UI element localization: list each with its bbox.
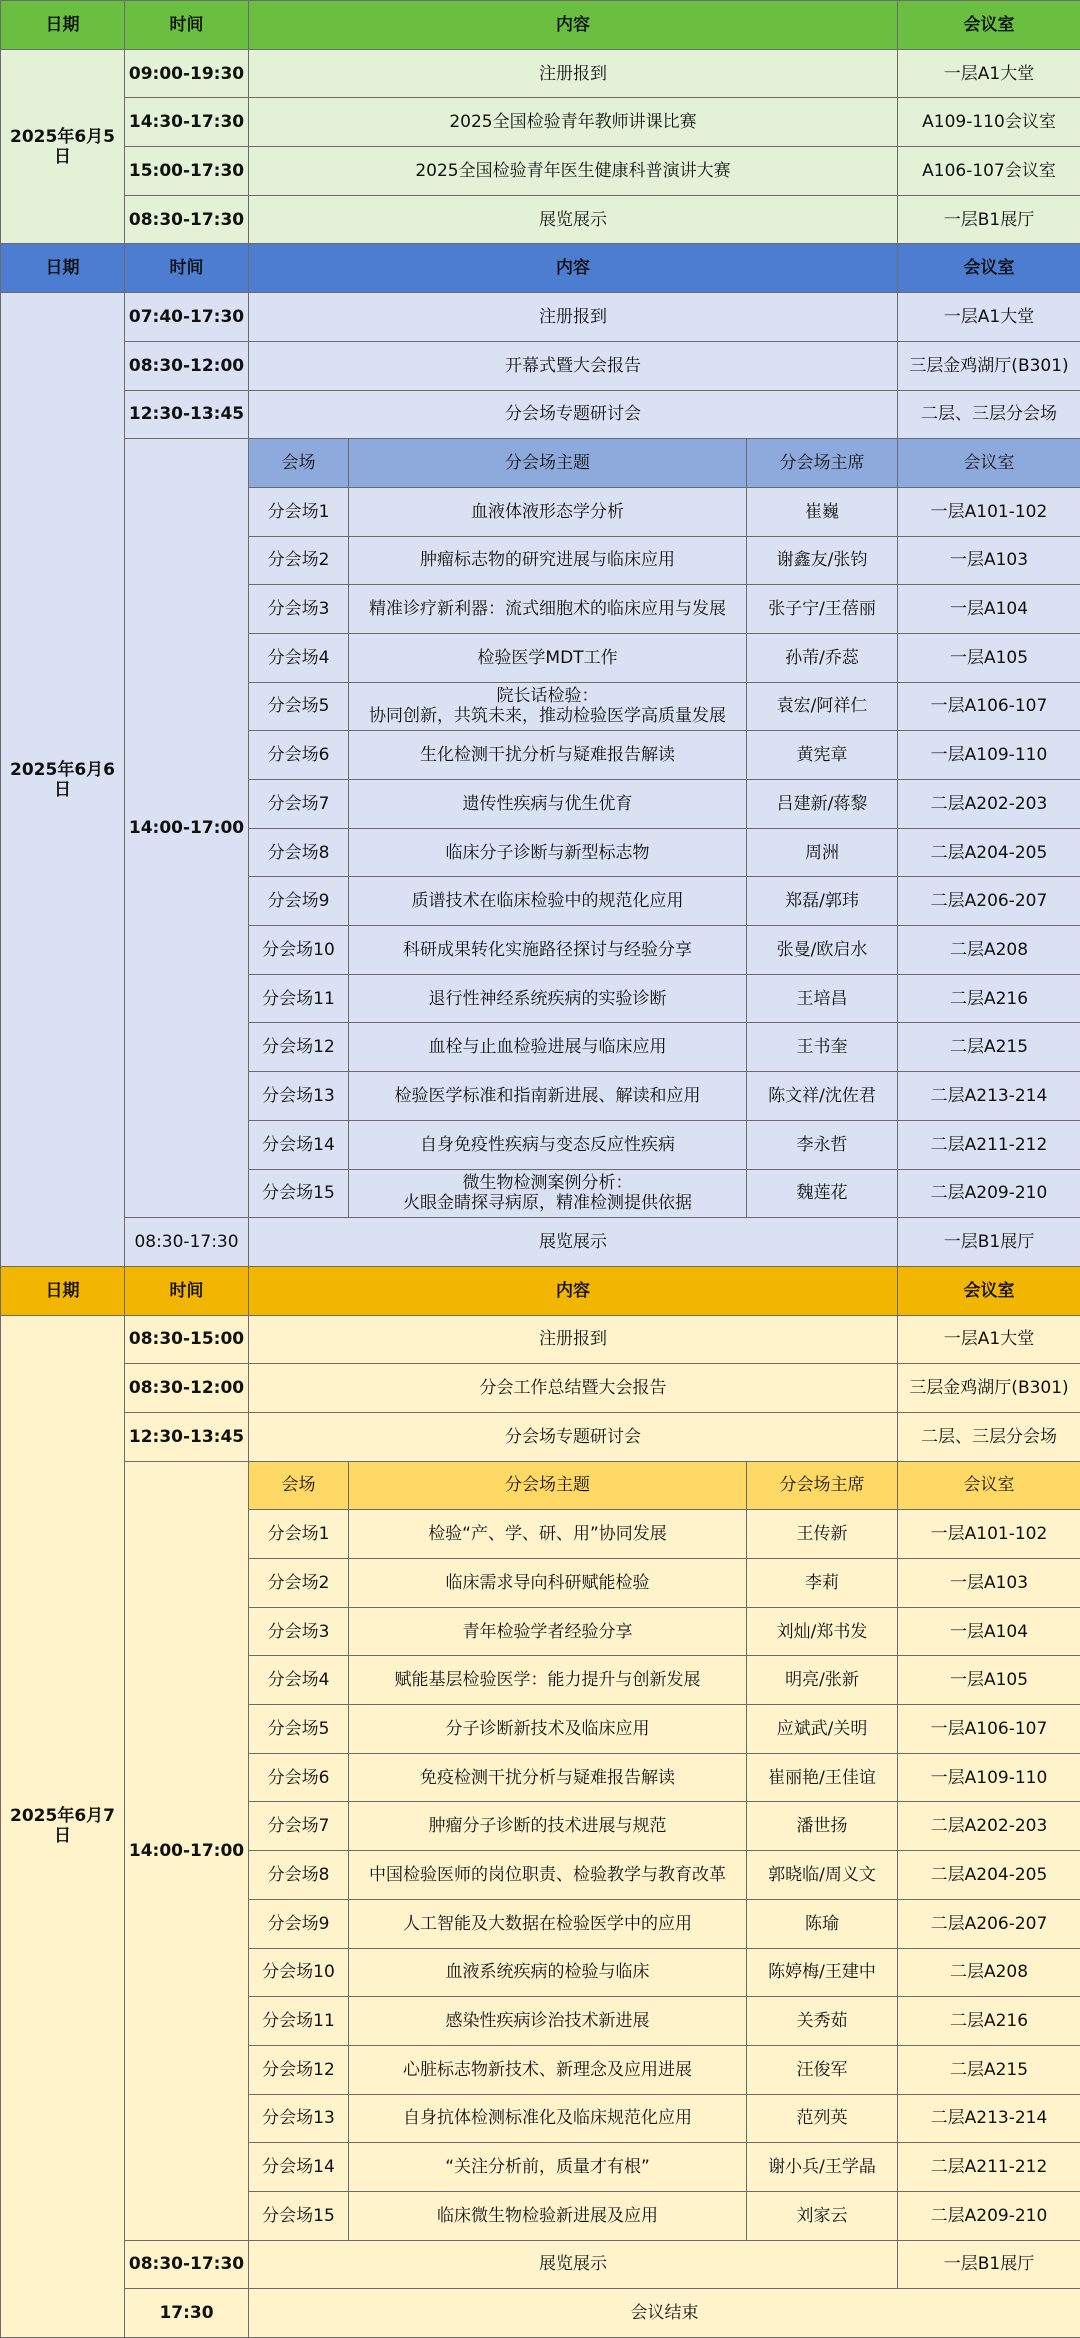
session-topic: 科研成果转化实施路径探讨与经验分享: [349, 926, 747, 975]
session-room: 一层A103: [898, 536, 1080, 585]
content-cell: 展览展示: [249, 195, 898, 244]
time-cell: 12:30-13:45: [125, 1412, 249, 1461]
session-topic: 血液系统疾病的检验与临床: [349, 1948, 747, 1997]
time-cell: 09:00-19:30: [125, 49, 249, 98]
content-cell: 展览展示: [249, 2240, 898, 2289]
session-venue: 分会场10: [249, 926, 349, 975]
time-cell: 17:30: [125, 2289, 249, 2338]
date-cell: 2025年6月7日: [1, 1315, 125, 2337]
session-chair: 关秀茹: [747, 1997, 898, 2046]
header-row: [1, 244, 1080, 293]
content-cell: 注册报到: [249, 49, 898, 98]
session-topic: 精准诊疗新利器：流式细胞术的临床应用与发展: [349, 585, 747, 634]
content-cell: 注册报到: [249, 293, 898, 342]
header-time: 时间: [125, 244, 249, 293]
session-chair: 谢小兵/王学晶: [747, 2143, 898, 2192]
session-room: 二层A208: [898, 926, 1080, 975]
session-topic: 感染性疾病诊治技术新进展: [349, 1997, 747, 2046]
content-cell: 分会工作总结暨大会报告: [249, 1364, 898, 1413]
session-chair: 郑磊/郭玮: [747, 877, 898, 926]
session-chair: 黄宪章: [747, 731, 898, 780]
session-topic: 自身抗体检测标准化及临床规范化应用: [349, 2094, 747, 2143]
session-room: 二层A209-210: [898, 2191, 1080, 2240]
session-chair: 刘家云: [747, 2191, 898, 2240]
session-topic: 赋能基层检验医学：能力提升与创新发展: [349, 1656, 747, 1705]
content-cell: 会议结束: [249, 2289, 1080, 2338]
session-room: 二层A202-203: [898, 1802, 1080, 1851]
session-venue: 分会场4: [249, 633, 349, 682]
room-cell: A106-107会议室: [898, 147, 1080, 196]
content-cell: 2025全国检验青年教师讲课比赛: [249, 98, 898, 147]
session-venue: 分会场4: [249, 1656, 349, 1705]
schedule-row: [1, 341, 1080, 390]
session-room: 一层A109-110: [898, 1753, 1080, 1802]
session-venue: 分会场8: [249, 1851, 349, 1900]
session-topic: 青年检验学者经验分享: [349, 1607, 747, 1656]
time-cell: 08:30-17:30: [125, 2240, 249, 2289]
session-chair: 李莉: [747, 1559, 898, 1608]
session-venue: 分会场2: [249, 536, 349, 585]
session-chair: 张子宁/王蓓丽: [747, 585, 898, 634]
session-time-cell: 14:00-17:00: [125, 1461, 249, 2240]
session-topic: 肿瘤标志物的研究进展与临床应用: [349, 536, 747, 585]
session-room: 二层A206-207: [898, 1899, 1080, 1948]
session-topic: 临床分子诊断与新型标志物: [349, 828, 747, 877]
session-topic-line1: 微生物检测案例分析：: [463, 1173, 633, 1193]
session-topic: 临床微生物检验新进展及应用: [349, 2191, 747, 2240]
schedule-row: [1, 390, 1080, 439]
session-room: 二层A202-203: [898, 780, 1080, 829]
end-row: [1, 2289, 1080, 2338]
session-chair: 刘灿/郑书发: [747, 1607, 898, 1656]
session-chair: 陈瑜: [747, 1899, 898, 1948]
header-date: 日期: [1, 244, 125, 293]
session-topic: 生化检测干扰分析与疑难报告解读: [349, 731, 747, 780]
session-venue: 分会场12: [249, 2045, 349, 2094]
time-cell: 08:30-12:00: [125, 341, 249, 390]
session-venue: 分会场1: [249, 487, 349, 536]
session-topic-line2: 协同创新，共筑未来，推动检验医学高质量发展: [369, 706, 726, 726]
session-topic: [349, 682, 747, 731]
time-cell: 12:30-13:45: [125, 390, 249, 439]
session-room: 二层A216: [898, 974, 1080, 1023]
content-cell: 展览展示: [249, 1218, 898, 1267]
session-chair: 陈文祥/沈佐君: [747, 1072, 898, 1121]
session-room: 一层A104: [898, 585, 1080, 634]
session-time-cell: 14:00-17:00: [125, 439, 249, 1218]
sub-header-topic: 分会场主题: [349, 439, 747, 488]
session-venue: 分会场1: [249, 1510, 349, 1559]
session-chair: 周洲: [747, 828, 898, 877]
session-venue: 分会场11: [249, 974, 349, 1023]
session-topic-line1: 院长话检验：: [497, 686, 599, 706]
session-chair: 明亮/张新: [747, 1656, 898, 1705]
session-chair: 吕建新/蒋黎: [747, 780, 898, 829]
session-venue: 分会场6: [249, 1753, 349, 1802]
session-room: 二层A215: [898, 2045, 1080, 2094]
session-room: 一层A101-102: [898, 487, 1080, 536]
session-venue: 分会场15: [249, 2191, 349, 2240]
header-row: [1, 1266, 1080, 1315]
schedule-row: [1, 1364, 1080, 1413]
session-chair: 袁宏/阿祥仁: [747, 682, 898, 731]
header-room: 会议室: [898, 244, 1080, 293]
session-room: 一层A103: [898, 1559, 1080, 1608]
session-topic: 心脏标志物新技术、新理念及应用进展: [349, 2045, 747, 2094]
session-room: 二层A204-205: [898, 828, 1080, 877]
session-chair: 王书奎: [747, 1023, 898, 1072]
session-topic: “关注分析前，质量才有根”: [349, 2143, 747, 2192]
time-cell: 08:30-17:30: [125, 195, 249, 244]
header-room: 会议室: [898, 1266, 1080, 1315]
room-cell: 二层、三层分会场: [898, 390, 1080, 439]
session-venue: 分会场10: [249, 1948, 349, 1997]
schedule-row: [1, 293, 1080, 342]
sub-header-row: [1, 439, 1080, 488]
session-chair: 王传新: [747, 1510, 898, 1559]
session-room: 一层A101-102: [898, 1510, 1080, 1559]
session-topic-line2: 火眼金睛探寻病原，精准检测提供依据: [403, 1193, 692, 1213]
session-room: 二层A215: [898, 1023, 1080, 1072]
date-cell: 2025年6月5日: [1, 49, 125, 244]
session-venue: 分会场3: [249, 1607, 349, 1656]
room-cell: 一层B1展厅: [898, 195, 1080, 244]
session-room: 一层A106-107: [898, 682, 1080, 731]
session-chair: 张曼/欧启水: [747, 926, 898, 975]
header-content: 内容: [249, 244, 898, 293]
content-cell: 开幕式暨大会报告: [249, 341, 898, 390]
schedule-row: [1, 1315, 1080, 1364]
session-venue: 分会场9: [249, 877, 349, 926]
session-chair: 陈婷梅/王建中: [747, 1948, 898, 1997]
session-venue: 分会场2: [249, 1559, 349, 1608]
sub-header-venue: 会场: [249, 1461, 349, 1510]
header-time: 时间: [125, 1, 249, 50]
session-chair: 汪俊军: [747, 2045, 898, 2094]
header-content: 内容: [249, 1, 898, 50]
session-chair: 范列英: [747, 2094, 898, 2143]
session-venue: 分会场7: [249, 780, 349, 829]
session-room: 一层A105: [898, 633, 1080, 682]
sub-header-row: [1, 1461, 1080, 1510]
time-cell: 08:30-17:30: [125, 1218, 249, 1267]
room-cell: 三层金鸡湖厅(B301): [898, 341, 1080, 390]
session-room: 一层A104: [898, 1607, 1080, 1656]
session-topic: 免疫检测干扰分析与疑难报告解读: [349, 1753, 747, 1802]
session-chair: 应斌武/关明: [747, 1705, 898, 1754]
session-room: 二层A211-212: [898, 2143, 1080, 2192]
date-cell: 2025年6月6日: [1, 293, 125, 1267]
room-cell: A109-110会议室: [898, 98, 1080, 147]
session-room: 二层A206-207: [898, 877, 1080, 926]
session-room: 二层A211-212: [898, 1120, 1080, 1169]
room-cell: 一层A1大堂: [898, 1315, 1080, 1364]
header-content: 内容: [249, 1266, 898, 1315]
exhibit-row: [1, 2240, 1080, 2289]
content-cell: 分会场专题研讨会: [249, 1412, 898, 1461]
session-topic: 人工智能及大数据在检验医学中的应用: [349, 1899, 747, 1948]
session-topic: 临床需求导向科研赋能检验: [349, 1559, 747, 1608]
content-cell: 分会场专题研讨会: [249, 390, 898, 439]
sub-header-topic: 分会场主题: [349, 1461, 747, 1510]
room-cell: 二层、三层分会场: [898, 1412, 1080, 1461]
session-room: 一层A109-110: [898, 731, 1080, 780]
session-chair: 魏莲花: [747, 1169, 898, 1218]
exhibit-row: [1, 1218, 1080, 1267]
schedule-row: [1, 1412, 1080, 1461]
room-cell: 一层B1展厅: [898, 2240, 1080, 2289]
session-room: 一层A105: [898, 1656, 1080, 1705]
session-venue: 分会场15: [249, 1169, 349, 1218]
session-chair: 孙芾/乔蕊: [747, 633, 898, 682]
sub-header-chair: 分会场主席: [747, 1461, 898, 1510]
session-topic: 遗传性疾病与优生优育: [349, 780, 747, 829]
session-topic: 中国检验医师的岗位职责、检验教学与教育改革: [349, 1851, 747, 1900]
header-time: 时间: [125, 1266, 249, 1315]
room-cell: 三层金鸡湖厅(B301): [898, 1364, 1080, 1413]
session-chair: 崔巍: [747, 487, 898, 536]
session-topic: 血液体液形态学分析: [349, 487, 747, 536]
time-cell: 08:30-15:00: [125, 1315, 249, 1364]
session-chair: 李永哲: [747, 1120, 898, 1169]
session-room: 二层A209-210: [898, 1169, 1080, 1218]
time-cell: 08:30-12:00: [125, 1364, 249, 1413]
session-chair: 崔丽艳/王佳谊: [747, 1753, 898, 1802]
session-chair: 郭晓临/周义文: [747, 1851, 898, 1900]
session-venue: 分会场11: [249, 1997, 349, 2046]
session-room: 二层A204-205: [898, 1851, 1080, 1900]
time-cell: 15:00-17:30: [125, 147, 249, 196]
session-topic: 退行性神经系统疾病的实验诊断: [349, 974, 747, 1023]
header-room: 会议室: [898, 1, 1080, 50]
sub-header-chair: 分会场主席: [747, 439, 898, 488]
session-topic: 肿瘤分子诊断的技术进展与规范: [349, 1802, 747, 1851]
session-topic: [349, 1169, 747, 1218]
session-chair: 王培昌: [747, 974, 898, 1023]
schedule-body: [1, 1, 1080, 2338]
session-room: 二层A208: [898, 1948, 1080, 1997]
session-venue: 分会场3: [249, 585, 349, 634]
session-topic: 检验“产、学、研、用”协同发展: [349, 1510, 747, 1559]
session-topic: 分子诊断新技术及临床应用: [349, 1705, 747, 1754]
schedule-row: [1, 147, 1080, 196]
session-venue: 分会场7: [249, 1802, 349, 1851]
schedule-row: [1, 195, 1080, 244]
header-date: 日期: [1, 1, 125, 50]
session-topic: 质谱技术在临床检验中的规范化应用: [349, 877, 747, 926]
session-topic: 检验医学MDT工作: [349, 633, 747, 682]
session-room: 二层A213-214: [898, 1072, 1080, 1121]
session-venue: 分会场14: [249, 1120, 349, 1169]
session-chair: 潘世扬: [747, 1802, 898, 1851]
session-room: 一层A106-107: [898, 1705, 1080, 1754]
header-date: 日期: [1, 1266, 125, 1315]
session-venue: 分会场13: [249, 2094, 349, 2143]
session-topic: 检验医学标准和指南新进展、解读和应用: [349, 1072, 747, 1121]
sub-header-room: 会议室: [898, 439, 1080, 488]
sub-header-room: 会议室: [898, 1461, 1080, 1510]
session-topic: 自身免疫性疾病与变态反应性疾病: [349, 1120, 747, 1169]
session-room: 二层A213-214: [898, 2094, 1080, 2143]
schedule-row: [1, 98, 1080, 147]
time-cell: 07:40-17:30: [125, 293, 249, 342]
session-room: 二层A216: [898, 1997, 1080, 2046]
schedule-row: [1, 49, 1080, 98]
session-venue: 分会场14: [249, 2143, 349, 2192]
session-venue: 分会场5: [249, 1705, 349, 1754]
sub-header-venue: 会场: [249, 439, 349, 488]
room-cell: 一层B1展厅: [898, 1218, 1080, 1267]
session-chair: 谢鑫友/张钧: [747, 536, 898, 585]
room-cell: 一层A1大堂: [898, 49, 1080, 98]
room-cell: 一层A1大堂: [898, 293, 1080, 342]
content-cell: 注册报到: [249, 1315, 898, 1364]
session-venue: 分会场13: [249, 1072, 349, 1121]
session-venue: 分会场9: [249, 1899, 349, 1948]
session-venue: 分会场6: [249, 731, 349, 780]
session-topic: 血栓与止血检验进展与临床应用: [349, 1023, 747, 1072]
time-cell: 14:30-17:30: [125, 98, 249, 147]
header-row: [1, 1, 1080, 50]
content-cell: 2025全国检验青年医生健康科普演讲大赛: [249, 147, 898, 196]
session-venue: 分会场5: [249, 682, 349, 731]
session-venue: 分会场12: [249, 1023, 349, 1072]
session-venue: 分会场8: [249, 828, 349, 877]
